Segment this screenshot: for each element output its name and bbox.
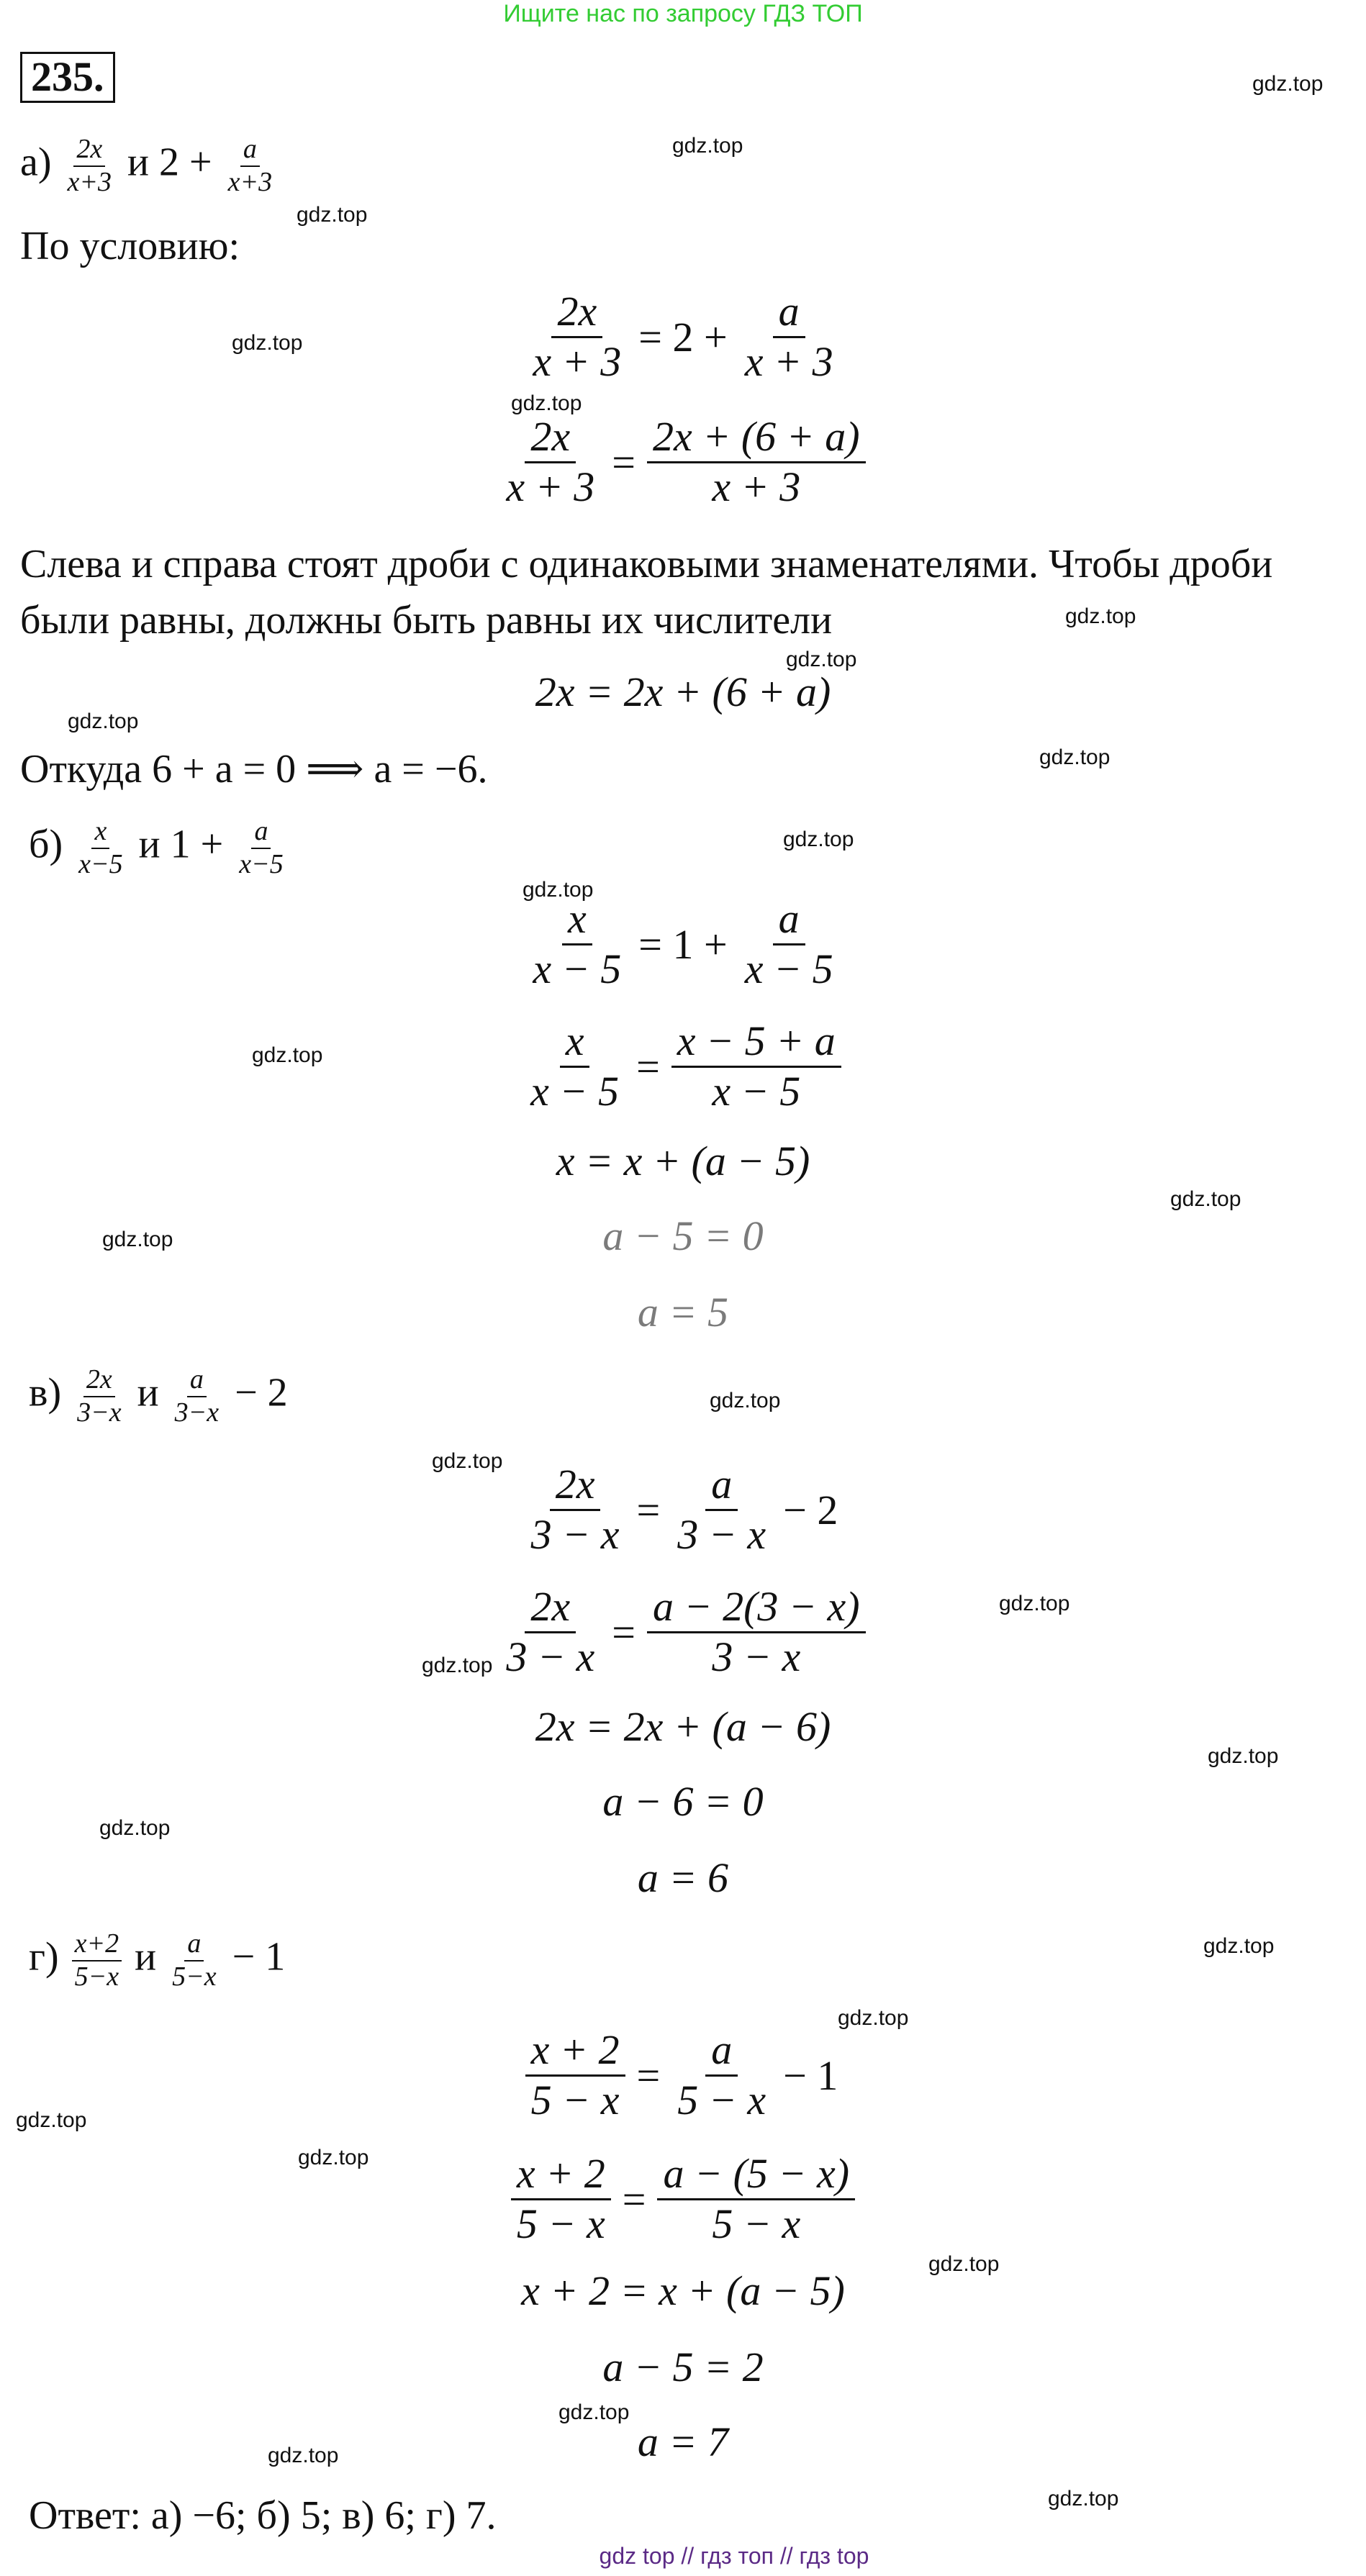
part-b-eq2: $\frac{x}{x - 5}$ = $\frac{x - 5 + a}{x - 5}$ xyxy=(0,1017,1366,1115)
part-b-header xyxy=(29,816,289,880)
problem-number: 235. xyxy=(20,52,115,103)
part-c-eq3: 2x = 2x + (a − 6) xyxy=(535,1703,831,1750)
part-d-expr2-tail: − 1 xyxy=(232,1934,286,1979)
part-c-label: в) xyxy=(29,1370,62,1415)
footer-links[interactable]: gdz top // гдз топ // гдз top xyxy=(599,2543,869,2569)
watermark: gdz.top xyxy=(99,1816,171,1840)
part-c-header xyxy=(29,1364,288,1428)
watermark: gdz.top xyxy=(16,2108,87,2132)
part-d-eq3: x + 2 = x + (a − 5) xyxy=(521,2267,845,2314)
watermark: gdz.top xyxy=(252,1043,323,1067)
watermark: gdz.top xyxy=(558,2400,630,2424)
part-b-eq1: $\frac{x}{x - 5}$ = 1 + $\frac{a}{x - 5}$ xyxy=(533,895,833,992)
part-b-label: б) xyxy=(29,822,63,867)
watermark: gdz.top xyxy=(1048,2487,1119,2511)
part-a-eq2: $\frac{2x}{x + 3}$ = $\frac{2x + (6 + a)}{x + 3}$ xyxy=(0,413,1366,511)
watermark: gdz.top xyxy=(1208,1744,1279,1768)
part-c-expr2-tail: − 2 xyxy=(235,1370,288,1415)
watermark: gdz.top xyxy=(511,391,582,415)
part-a-header xyxy=(20,134,278,198)
watermark: gdz.top xyxy=(523,878,594,902)
part-c-eq1: $\frac{2x}{3 - x}$ = $\frac{a}{3 - x}$ − 2 xyxy=(530,1461,838,1558)
part-c-eq2: $\frac{2x}{3 - x}$ = $\frac{a - 2(3 - x)}{3 - x}$ xyxy=(0,1583,1366,1681)
part-a-conj: и xyxy=(127,140,149,185)
part-a-conclusion: Откуда 6 + a = 0 ⟹ a = −6. xyxy=(20,747,488,792)
part-d-header xyxy=(29,1928,285,1992)
part-d-eq2: $\frac{x + 2}{5 - x}$ = $\frac{a - (5 - x)}{5 - x}$ xyxy=(0,2150,1366,2248)
watermark: gdz.top xyxy=(432,1449,503,1473)
part-a-eq1: $\frac{2x}{x + 3}$ = 2 + $\frac{a}{x + 3}$ xyxy=(533,288,833,385)
explanation-line-2: были равны, должны быть равны их числители xyxy=(20,598,833,643)
part-b-eq4: a − 5 = 0 xyxy=(602,1212,764,1259)
watermark: gdz.top xyxy=(297,203,368,227)
watermark: gdz.top xyxy=(422,1654,493,1677)
part-c-fraction-2: $\frac{a}{3-x}$ xyxy=(174,1364,220,1428)
part-b-eq3: x = x + (a − 5) xyxy=(556,1138,810,1184)
watermark: gdz.top xyxy=(268,2444,339,2467)
part-a-fraction-2: $\frac{a}{x+3}$ xyxy=(227,134,273,197)
part-d-fraction-2: $\frac{a}{5-x}$ xyxy=(172,1928,217,1992)
watermark: gdz.top xyxy=(298,2146,369,2169)
watermark: gdz.top xyxy=(1252,72,1324,96)
part-d-eq1: $\frac{x + 2}{5 - x}$ = $\frac{a}{5 - x}$ − 1 xyxy=(0,2026,1366,2124)
part-b-expr2-lead: 1 + xyxy=(170,822,224,867)
part-b-fraction-2: $\frac{a}{x-5}$ xyxy=(239,816,284,879)
part-b-conj: и xyxy=(138,822,160,867)
part-b-eq5: a = 5 xyxy=(637,1289,729,1335)
answer-line: Ответ: а) −6; б) 5; в) 6; г) 7. xyxy=(29,2493,497,2538)
part-a-label: а) xyxy=(20,140,52,185)
part-c-eq5: a = 6 xyxy=(637,1854,729,1901)
by-condition-text: По условию: xyxy=(20,224,240,268)
watermark: gdz.top xyxy=(1039,745,1111,769)
explanation-line-1: Слева и справа стоят дроби с одинаковыми знаменателями. Чтобы дроби xyxy=(20,542,1273,586)
part-c-fraction-1: $\frac{2x}{3-x}$ xyxy=(77,1364,122,1428)
part-d-eq4: a − 5 = 2 xyxy=(602,2344,764,2390)
part-d-conj: и xyxy=(135,1934,157,1979)
part-d-fraction-1: $\frac{x+2}{5-x}$ xyxy=(72,1928,122,1992)
part-d-eq5: a = 7 xyxy=(637,2418,729,2465)
watermark: gdz.top xyxy=(999,1592,1070,1615)
watermark: gdz.top xyxy=(710,1389,781,1412)
watermark: gdz.top xyxy=(786,648,857,671)
part-c-conj: и xyxy=(137,1370,159,1415)
watermark: gdz.top xyxy=(783,827,854,851)
watermark: gdz.top xyxy=(1065,604,1136,628)
part-a-fraction-1: $\frac{2x}{x+3}$ xyxy=(67,134,112,197)
watermark: gdz.top xyxy=(1170,1187,1241,1211)
watermark: gdz.top xyxy=(1203,1934,1275,1958)
part-b-fraction-1: $\frac{x}{x-5}$ xyxy=(78,816,123,879)
part-a-eq3: 2x = 2x + (6 + a) xyxy=(535,668,831,715)
part-c-eq4: a − 6 = 0 xyxy=(602,1778,764,1825)
part-d-label: г) xyxy=(29,1934,59,1979)
watermark: gdz.top xyxy=(102,1228,173,1251)
watermark: gdz.top xyxy=(838,2006,909,2030)
part-a-expr2-lead: 2 + xyxy=(159,140,212,185)
top-banner: Ищите нас по запросу ГДЗ ТОП xyxy=(503,0,863,27)
watermark: gdz.top xyxy=(928,2252,1000,2276)
watermark: gdz.top xyxy=(672,134,743,158)
watermark: gdz.top xyxy=(232,331,303,355)
watermark: gdz.top xyxy=(68,709,139,733)
